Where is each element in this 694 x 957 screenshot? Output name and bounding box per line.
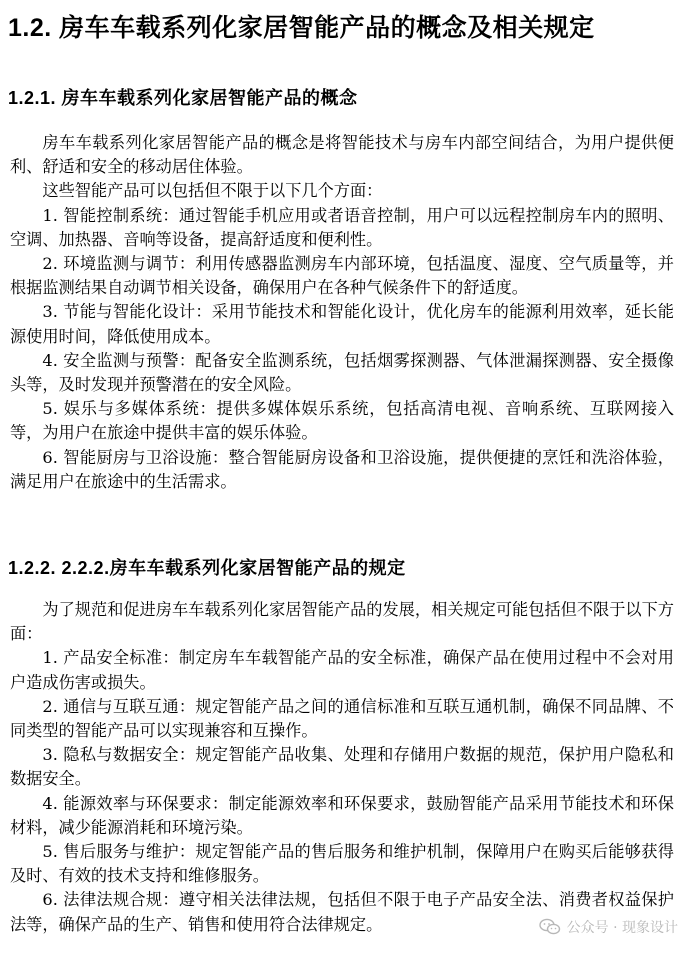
watermark	[539, 917, 678, 937]
section-1-heading: 1.2.1. 房车车载系列化家居智能产品的概念	[8, 88, 358, 108]
list-item: 1. 智能控制系统：通过智能手机应用或者语音控制，用户可以远程控制房车内的照明、空调、加热器、音响等设备，提高舒适度和便利性。	[10, 205, 674, 249]
list-item: 4. 安全监测与预警：配备安全监测系统，包括烟雾探测器、气体泄漏探测器、安全摄像头等，及时发现并预警潜在的安全风险。	[10, 350, 674, 395]
paragraph: 为了规范和促进房车车载系列化家居智能产品的发展，相关规定可能包括但不限于以下方面：	[10, 600, 674, 644]
wechat-icon	[539, 918, 561, 936]
list-item: 3. 隐私与数据安全：规定智能产品收集、处理和存储用户数据的规范，保护用户隐私和数据安全。	[10, 745, 674, 789]
section-2-body	[10, 598, 674, 937]
list-item: 5. 售后服务与维护：规定智能产品的售后服务和维护机制，保障用户在购买后能够获得及时、有效的技术支持和维修服务。	[10, 842, 674, 886]
list-item: 6. 法律法规合规：遵守相关法律法规，包括但不限于电子产品安全法、消费者权益保护法等，确保产品的生产、销售和使用符合法律规定。	[10, 890, 674, 934]
section-2-heading: 1.2.2. 2.2.2.房车车载系列化家居智能产品的规定	[8, 558, 406, 578]
list-item: 5. 娱乐与多媒体系统：提供多媒体娱乐系统，包括高清电视、音响系统、互联网接入等，为用户在旅途中提供丰富的娱乐体验。	[10, 399, 674, 443]
paragraph: 这些智能产品可以包括但不限于以下几个方面：	[42, 181, 383, 201]
watermark-text: 公众号 · 现象设计	[566, 920, 678, 936]
paragraph: 房车车载系列化家居智能产品的概念是将智能技术与房车内部空间结合，为用户提供便利、舒适和安全的移动居住体验。	[10, 133, 674, 177]
list-item: 2. 通信与互联互通：规定智能产品之间的通信标准和互联互通机制，确保不同品牌、不同类型的智能产品可以实现兼容和互操作。	[10, 696, 674, 741]
list-item: 2. 环境监测与调节：利用传感器监测房车内部环境，包括温度、湿度、空气质量等，并根据监测结果自动调节相关设备，确保用户在各种气候条件下的舒适度。	[10, 254, 674, 298]
list-item: 4. 能源效率与环保要求：制定能源效率和环保要求，鼓励智能产品采用节能技术和环保材料，减少能源消耗和环境污染。	[10, 793, 674, 837]
list-item: 3. 节能与智能化设计：采用节能技术和智能化设计，优化房车的能源利用效率，延长能源使用时间，降低使用成本。	[10, 302, 674, 346]
list-item: 1. 产品安全标准：制定房车车载智能产品的安全标准，确保产品在使用过程中不会对用户造成伤害或损失。	[10, 648, 674, 692]
list-item: 6. 智能厨房与卫浴设施：整合智能厨房设备和卫浴设施，提供便捷的烹饪和洗浴体验，满足用户在旅途中的生活需求。	[10, 447, 674, 491]
heading-1: 1.2. 房车车载系列化家居智能产品的概念及相关规定	[8, 14, 595, 42]
section-1-body	[10, 131, 674, 494]
